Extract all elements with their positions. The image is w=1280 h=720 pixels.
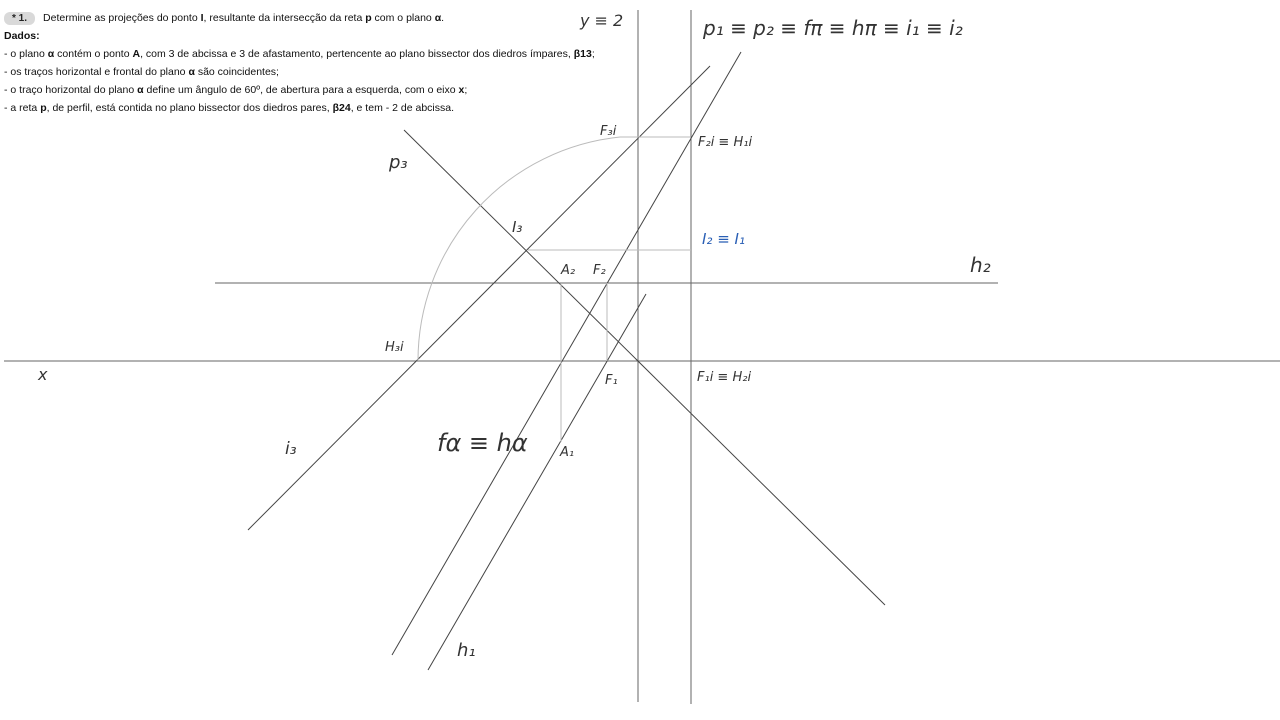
text-run: . xyxy=(441,12,445,24)
falpha-halpha-line xyxy=(392,52,741,655)
label-i3: i₃ xyxy=(285,439,297,459)
label-p3: p₃ xyxy=(389,152,408,173)
text-run: p xyxy=(365,12,372,24)
text-run: - a reta xyxy=(4,102,41,114)
text-run: , e tem - 2 de abcissa. xyxy=(350,102,455,114)
text-run: com o plano xyxy=(371,12,435,24)
text-run: , de perfil, está contida no plano bissector dos diedros pares, xyxy=(46,102,333,114)
text-run: ; xyxy=(464,84,468,96)
text-run: , com 3 de abcissa e 3 de afastamento, pertencente ao plano bissector dos diedros ímpares, xyxy=(140,48,574,60)
text-run: α xyxy=(137,84,144,96)
text-run: são coincidentes; xyxy=(194,66,279,78)
label-A1: A₁ xyxy=(560,445,575,460)
label-y-axis: y ≡ 2 xyxy=(580,11,624,30)
dados-label: Dados: xyxy=(4,30,40,42)
text-run: Determine as projeções do ponto xyxy=(43,12,201,24)
p3-line xyxy=(404,130,885,605)
question-text xyxy=(43,9,444,27)
question-number-badge: * 1. xyxy=(4,12,35,25)
dados-line-2 xyxy=(4,63,595,81)
text-run: A xyxy=(132,48,141,60)
label-A2: A₂ xyxy=(561,263,576,278)
dados-line-4 xyxy=(4,99,595,117)
label-I3: I₃ xyxy=(512,218,523,236)
label-F1: F₁ xyxy=(605,373,618,388)
label-H3i: H₃i xyxy=(385,340,404,355)
text-run: contém o ponto xyxy=(54,48,133,60)
question-row xyxy=(4,9,595,27)
text-run: ; xyxy=(591,48,595,60)
text-run: - os traços horizontal e frontal do plano xyxy=(4,66,189,78)
label-F1i-H2i: F₁i ≡ H₂i xyxy=(697,370,752,385)
text-run: - o plano xyxy=(4,48,48,60)
text-run: define um ângulo de 60º, de abertura para a esquerda, com o eixo xyxy=(143,84,459,96)
label-h2: h₂ xyxy=(970,253,991,277)
rotation-arc xyxy=(418,137,620,361)
h1-line xyxy=(428,294,646,670)
dados-line-3 xyxy=(4,81,595,99)
text-run: α xyxy=(434,12,442,24)
label-F2: F₂ xyxy=(593,263,606,278)
label-F2i-H1i: F₂i ≡ H₁i xyxy=(698,135,753,150)
i3-line xyxy=(248,66,710,530)
label-profile-coincidence: p₁ ≡ p₂ ≡ fπ ≡ hπ ≡ i₁ ≡ i₂ xyxy=(703,16,963,40)
text-run: β13 xyxy=(573,48,592,60)
text-run: I xyxy=(200,12,204,24)
label-F3i: F₃i xyxy=(600,124,617,139)
text-run: x xyxy=(458,84,465,96)
text-run: α xyxy=(47,48,55,60)
text-run: , resultante da intersecção da reta xyxy=(203,12,366,24)
label-falpha-halpha: fα ≡ hα xyxy=(437,429,528,457)
dados-line-1 xyxy=(4,45,595,63)
exercise-statement xyxy=(4,9,595,117)
label-h1: h₁ xyxy=(457,640,476,661)
text-run: - o traço horizontal do plano xyxy=(4,84,138,96)
text-run: p xyxy=(40,102,47,114)
label-x-axis: x xyxy=(38,365,48,384)
text-run: β24 xyxy=(332,102,351,114)
text-run: α xyxy=(188,66,195,78)
label-I2-I1: I₂ ≡ I₁ xyxy=(702,230,745,248)
